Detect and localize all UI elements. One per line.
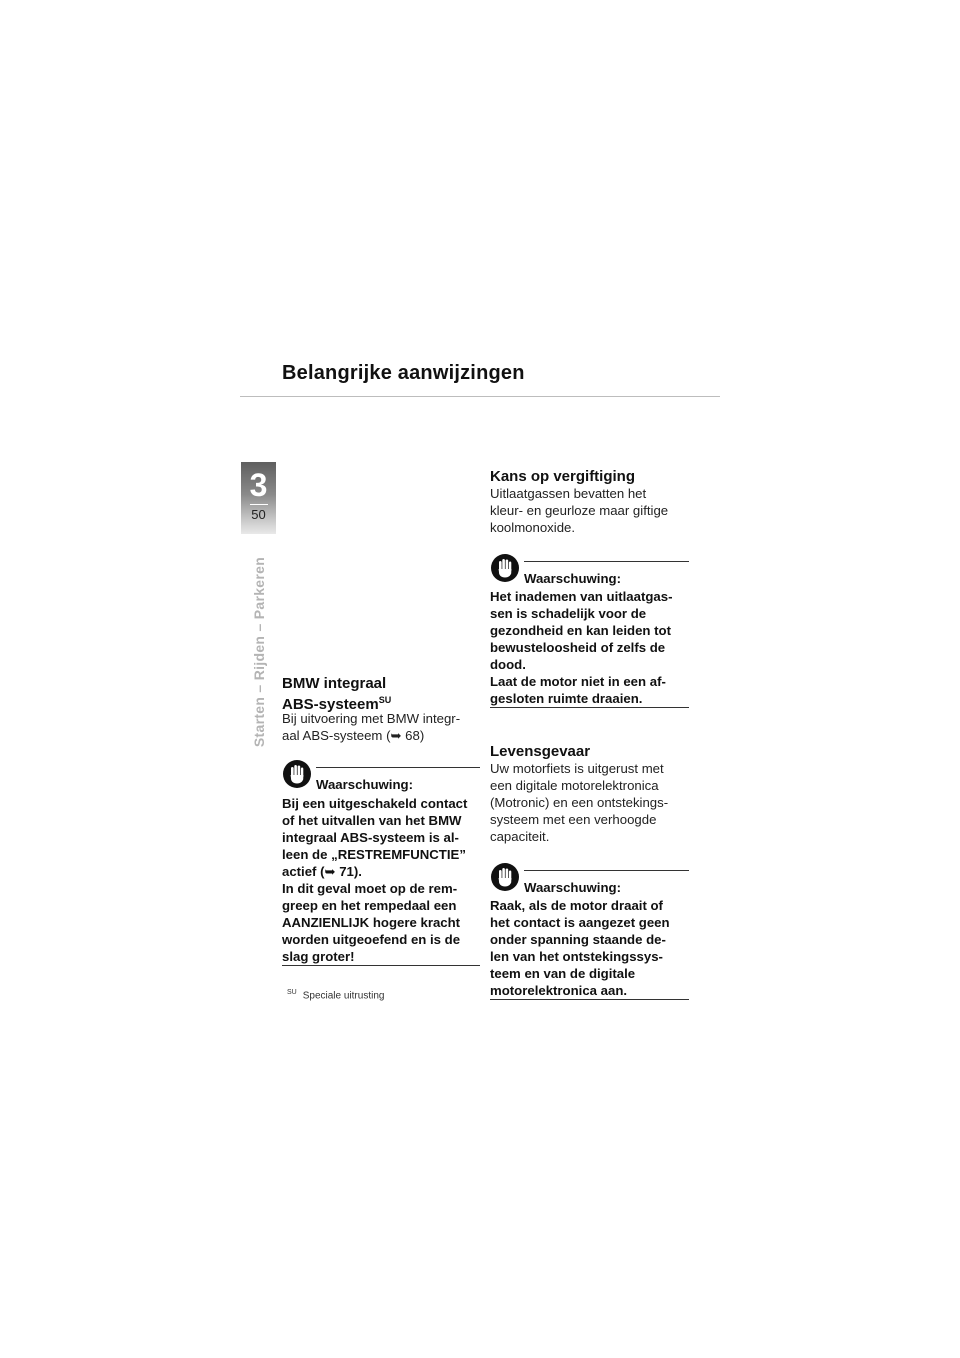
- stop-hand-icon: [490, 553, 520, 583]
- warning-label: Waarschuwing:: [524, 571, 621, 586]
- warning-top-rule: [524, 870, 689, 871]
- warning-label: Waarschuwing:: [316, 777, 413, 792]
- abs-heading-line1: BMW integraal: [282, 675, 387, 692]
- poisoning-warning-text: Het inademen van uitlaatgas- sen is schadelijk voor de gezondheid en kan leiden tot bewusteloosheid of zelfs de dood. Laat de motor niet in een af- gesloten ruimte draaien.: [490, 589, 673, 706]
- warning-bottom-rule: [490, 999, 689, 1000]
- special-equipment-marker: SU: [378, 695, 392, 705]
- warning-top-rule: [524, 561, 689, 562]
- warning-bottom-rule: [490, 707, 689, 708]
- page-number: 50: [251, 507, 266, 522]
- footnote: $^{SU}$ Speciale uitrusting: [287, 989, 385, 1002]
- stop-hand-icon: [490, 862, 520, 892]
- stop-hand-icon: [282, 759, 312, 789]
- warning-label: Waarschuwing:: [524, 880, 621, 895]
- chapter-number: 3: [249, 467, 268, 503]
- poisoning-body: Uitlaatgassen bevatten het kleur- en geurloze maar giftige koolmonoxide.: [490, 486, 669, 535]
- danger-body: Uw motorfiets is uitgerust met een digitale motorelektronica (Motronic) en een ontstekings- systeem met een verhoogde capaciteit.: [490, 761, 669, 844]
- abs-body: Bij uitvoering met BMW integr- aal ABS-systeem (➥ 68): [282, 711, 461, 743]
- warning-bottom-rule: [282, 965, 480, 966]
- side-chapter-label-text: Starten – Rijden – Parkeren: [251, 556, 267, 748]
- poisoning-heading: Kans op vergiftiging: [490, 468, 636, 485]
- warning-top-rule: [316, 767, 480, 768]
- abs-heading-line2: ABS-systeem$^{SU}$: [282, 695, 392, 713]
- danger-heading: Levensgevaar: [490, 743, 591, 760]
- title-rule: [240, 396, 720, 397]
- chapter-divider: [250, 504, 268, 505]
- abs-warning-text: Bij een uitgeschakeld contact of het uitvallen van het BMW integraal ABS-systeem is al- leen de „RESTREMFUNCTIE” actief (➥ 71). In dit geval moet op de rem- greep en het rempedaal een AANZIENLIJK hogere kracht worden uitgeoefend en is de slag groter!: [282, 796, 468, 964]
- page-title: Belangrijke aanwijzingen: [282, 362, 525, 384]
- abs-heading: [282, 675, 482, 713]
- danger-warning-text: Raak, als de motor draait of het contact is aangezet geen onder spanning staande de- len van het ontstekingssys- teem en van de digitale motorelektronica aan.: [490, 898, 670, 998]
